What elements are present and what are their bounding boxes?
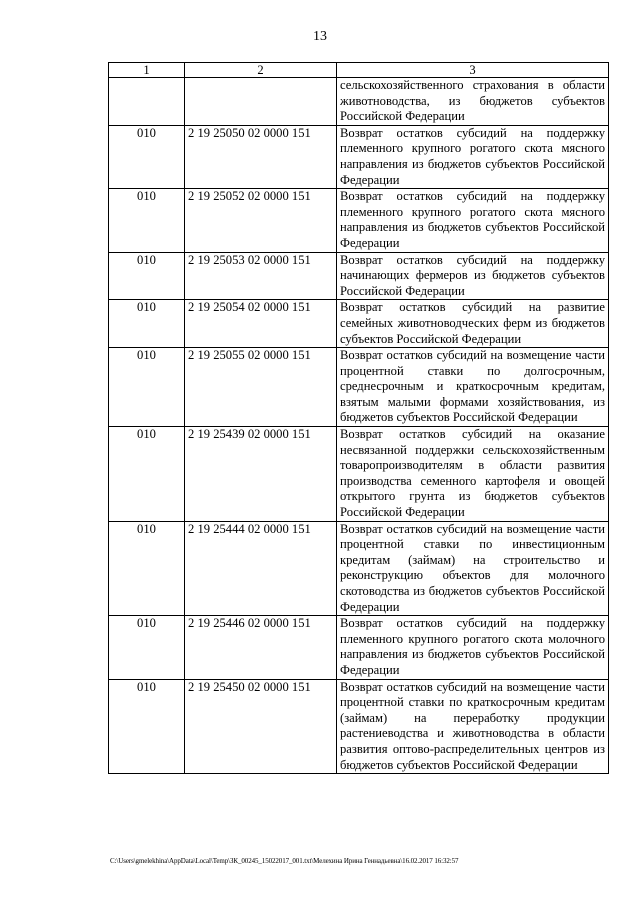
admin-code-cell: 010 [109, 427, 185, 522]
kbk-code-cell: 2 19 25446 02 0000 151 [185, 616, 337, 679]
table-row [109, 521, 609, 616]
description-cell: Возврат остатков субсидий на поддержку племенного крупного рогатого скота мясного направления из бюджетов субъектов Российской Федерации [337, 125, 609, 188]
table-header-row [109, 63, 609, 78]
admin-code-cell: 010 [109, 616, 185, 679]
table-row [109, 616, 609, 679]
admin-code-cell: 010 [109, 252, 185, 300]
kbk-code-cell: 2 19 25450 02 0000 151 [185, 679, 337, 774]
admin-code-cell: 010 [109, 348, 185, 427]
kbk-code-cell: 2 19 25055 02 0000 151 [185, 348, 337, 427]
header-cell-3: 3 [337, 63, 609, 78]
kbk-code-cell: 2 19 25054 02 0000 151 [185, 300, 337, 348]
admin-code-cell: 010 [109, 521, 185, 616]
continued-code-cell [109, 78, 185, 126]
kbk-code-cell: 2 19 25052 02 0000 151 [185, 189, 337, 252]
table-row [109, 300, 609, 348]
description-cell: Возврат остатков субсидий на возмещение части процентной ставки по долгосрочным, среднесрочным и краткосрочным кредитам, взятым малыми формами хозяйствования, из бюджетов субъектов Российской Федерации [337, 348, 609, 427]
kbk-code-cell: 2 19 25444 02 0000 151 [185, 521, 337, 616]
admin-code-cell: 010 [109, 125, 185, 188]
file-path-footer: C:\Users\gmelekhina\AppData\Local\Temp\ЗК_00245_15022017_001.txt\Мелехина Ирина Геннадьевна\16.02.2017 16:32:57 [110, 857, 459, 865]
continued-kbk-cell [185, 78, 337, 126]
header-cell-2: 2 [185, 63, 337, 78]
description-cell: Возврат остатков субсидий на развитие семейных животноводческих ферм из бюджетов субъектов Российской Федерации [337, 300, 609, 348]
description-cell: Возврат остатков субсидий на поддержку начинающих фермеров из бюджетов субъектов Российской Федерации [337, 252, 609, 300]
description-cell: Возврат остатков субсидий на оказание несвязанной поддержки сельскохозяйственным товаропроизводителям в области развития производства семенного картофеля и овощей открытого грунта из бюджетов субъектов Российской Федерации [337, 427, 609, 522]
table-row [109, 427, 609, 522]
kbk-code-cell: 2 19 25053 02 0000 151 [185, 252, 337, 300]
continued-description: сельскохозяйственного страхования в области животноводства, из бюджетов субъектов Российской Федерации [337, 78, 609, 126]
header-cell-1: 1 [109, 63, 185, 78]
table-row [109, 679, 609, 774]
budget-codes-table [108, 62, 609, 774]
description-cell: Возврат остатков субсидий на поддержку племенного крупного рогатого скота молочного направления из бюджетов субъектов Российской Федерации [337, 616, 609, 679]
description-cell: Возврат остатков субсидий на возмещение части процентной ставки по инвестиционным кредитам (займам) на строительство и реконструкцию объектов для молочного скотоводства из бюджетов субъектов Российской Федерации [337, 521, 609, 616]
continued-row [109, 78, 609, 126]
admin-code-cell: 010 [109, 300, 185, 348]
kbk-code-cell: 2 19 25050 02 0000 151 [185, 125, 337, 188]
table-row [109, 252, 609, 300]
table-row [109, 189, 609, 252]
table-row [109, 125, 609, 188]
admin-code-cell: 010 [109, 679, 185, 774]
table-row [109, 348, 609, 427]
admin-code-cell: 010 [109, 189, 185, 252]
page-number: 13 [313, 29, 327, 44]
kbk-code-cell: 2 19 25439 02 0000 151 [185, 427, 337, 522]
description-cell: Возврат остатков субсидий на поддержку племенного крупного рогатого скота мясного направления из бюджетов субъектов Российской Федерации [337, 189, 609, 252]
description-cell: Возврат остатков субсидий на возмещение части процентной ставки по краткосрочным кредитам (займам) на переработку продукции растениеводства и животноводства в области развития оптово-распределительных центров из бюджетов субъектов Российской Федерации [337, 679, 609, 774]
